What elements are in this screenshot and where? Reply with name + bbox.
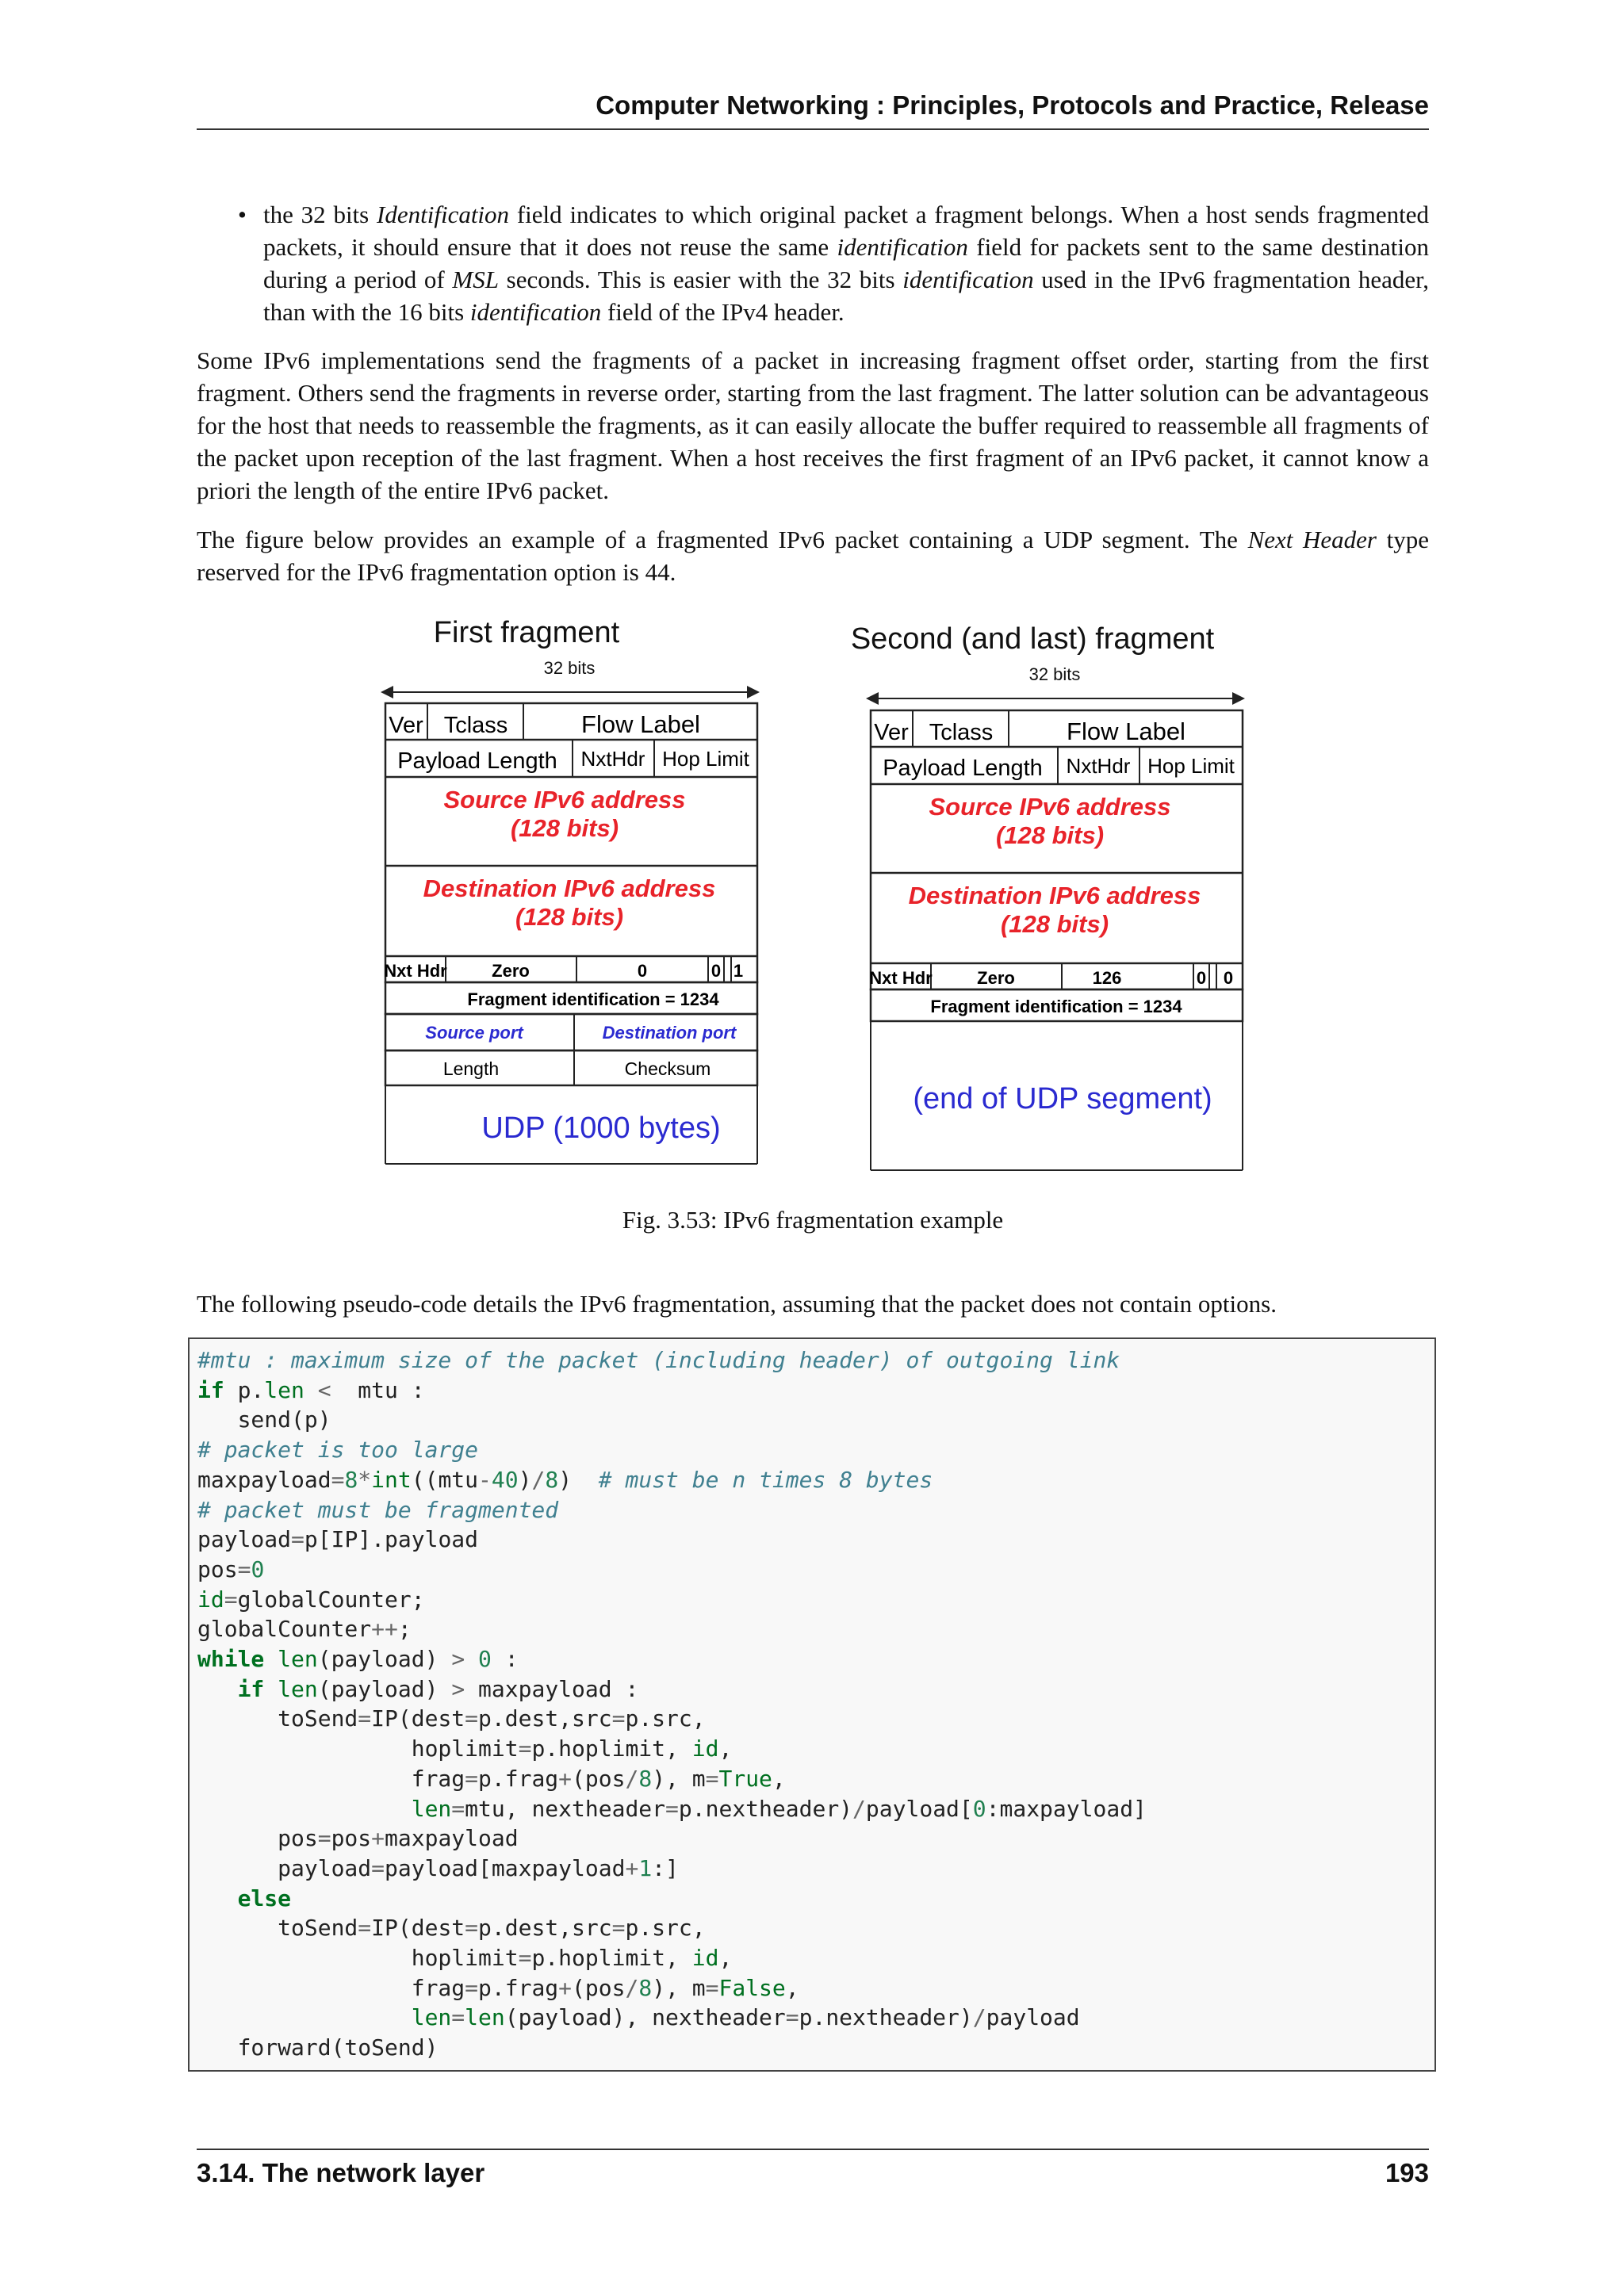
ver-field: Ver [389,713,423,738]
frag-reserved: 0 [710,961,722,981]
nxthdr-field: NxtHdr [1066,754,1131,778]
destination-address-field: Destination IPv6 address [908,882,1201,909]
source-address-field: Source IPv6 address [929,793,1171,821]
code-line: maxpayload=8*int((mtu-40)/8) # must be n times 8 bytes [197,1466,933,1493]
frag-offset: 0 [637,961,648,981]
payload-length-field: Payload Length [397,748,557,774]
code-line: payload=p[IP].payload [197,1526,479,1553]
fragment-identification: Fragment identification = 1234 [467,989,719,1009]
source-address-size: (128 bits) [995,821,1105,849]
code-line: hoplimit=p.hoplimit, id, [197,1735,733,1762]
footer-section: 3.14. The network layer [197,2158,485,2187]
frag-reserved: 0 [1196,968,1207,988]
code-line: toSend=IP(dest=p.dest,src=p.src, [197,1915,706,1942]
source-address-field: Source IPv6 address [443,786,686,813]
destination-address-field: Destination IPv6 address [423,874,716,902]
tclass-field: Tclass [929,720,994,745]
frag-zero: Zero [492,961,530,981]
hop-limit-field: Hop Limit [1147,754,1235,778]
frag-offset: 126 [1092,968,1122,988]
code-line: if len(payload) > maxpayload : [237,1675,639,1702]
first-fragment-bits-label: 32 bits [543,658,596,678]
code-line: # packet is too large [197,1437,479,1464]
udp-length: Length [442,1058,500,1079]
running-header: Computer Networking : Principles, Protocols and Practice, Release [596,90,1429,120]
figure-caption: Fig. 3.53: IPv6 fragmentation example [622,1206,1004,1234]
ver-field: Ver [874,720,909,745]
code-line: len=len(payload), nextheader=p.nextheader)/payload [411,2004,1080,2031]
code-line: id=globalCounter; [197,1586,425,1613]
footer-rule [197,2149,1429,2150]
code-line: frag=p.frag+(pos/8), m=True, [197,1765,786,1792]
code-block [188,1337,1436,2072]
code-line: pos=0 [197,1556,265,1582]
source-address-size: (128 bits) [510,814,619,842]
udp-destination-port: Destination port [602,1023,737,1043]
destination-address-size: (128 bits) [515,903,624,931]
paragraph-fragment-order: Some IPv6 implementations send the fragments of a packet in increasing fragment offset order, starting from the first fragment. Others send the fragments in reverse order, starting from the last fragment. The latter solution can be advantageous for the host that needs to reassemble the fragments, as it can easily allocate the buffer required to reassemble all fragments of the packet upon reception of the last fragment. When a host receives the first fragment of an IPv6 packet, it cannot know a priori the length of the entire IPv6 packet. [197,346,1429,504]
header-rule [197,128,1429,130]
second-fragment-diagram [851,622,1243,1170]
code-line: while len(payload) > 0 : [197,1646,519,1673]
code-line: else [237,1885,292,1911]
frag-more-flag: 0 [1223,968,1234,988]
code-line: frag=p.frag+(pos/8), m=False, [197,1974,799,2001]
bullet-item-identification: the 32 bits Identification field indicates to which original packet a fragment belongs. When a host sends fragmented packets, it should ensure that it does not reuse the same identification field for packets sent to the same destination during a period of MSL seconds. This is easier with the 32 bits identification used in the IPv6 fragmentation header, than with the 16 bits identification field of the IPv4 header. [263,201,1429,326]
page-number: 193 [1385,2158,1429,2187]
first-fragment-title: First fragment [433,616,620,649]
payload-length-field: Payload Length [883,756,1043,781]
udp-payload: UDP (1000 bytes) [481,1112,721,1145]
udp-checksum: Checksum [624,1058,711,1079]
fragment-identification: Fragment identification = 1234 [930,997,1182,1016]
code-line: payload=payload[maxpayload+1:] [197,1854,679,1881]
frag-more-flag: 1 [733,961,744,981]
code-line: globalCounter++; [197,1616,412,1643]
first-fragment-diagram [382,616,758,1164]
code-line: toSend=IP(dest=p.dest,src=p.src, [197,1705,706,1732]
tclass-field: Tclass [443,713,508,738]
destination-address-size: (128 bits) [1000,910,1109,938]
frag-next-header: Nxt Hdr [869,968,933,988]
second-fragment-bits-label: 32 bits [1028,664,1081,684]
nxthdr-field: NxtHdr [580,747,645,771]
hop-limit-field: Hop Limit [662,747,749,771]
code-line: forward(toSend) [197,2034,439,2061]
flow-label-field: Flow Label [581,710,700,738]
second-fragment-title: Second (and last) fragment [850,622,1215,656]
pseudo-code [197,1345,1147,2063]
code-line: pos=pos+maxpayload [197,1825,519,1852]
flow-label-field: Flow Label [1067,718,1185,745]
code-line: #mtu : maximum size of the packet (including header) of outgoing link [197,1347,1120,1373]
code-line: send(p) [197,1406,331,1433]
paragraph-pseudocode-intro: The following pseudo-code details the IPv6 fragmentation, assuming that the packet does not contain options. [197,1290,1277,1318]
bullet-marker: • [238,201,247,228]
frag-next-header: Nxt Hdr [384,961,447,981]
udp-payload-end: (end of UDP segment) [913,1082,1212,1115]
frag-zero: Zero [977,968,1015,988]
code-line: if p.len < mtu : [197,1376,425,1403]
code-line: # packet must be fragmented [197,1496,559,1523]
paragraph-figure-intro: The figure below provides an example of a fragmented IPv6 packet containing a UDP segment. The Next Header type reserved for the IPv6 fragmentation option is 44. [197,526,1430,586]
code-line: len=mtu, nextheader=p.nextheader)/payload[0:maxpayload] [411,1795,1147,1822]
ipv6-fragmentation-figure [365,610,1269,1181]
code-line: hoplimit=p.hoplimit, id, [197,1945,733,1972]
udp-source-port: Source port [425,1023,523,1043]
